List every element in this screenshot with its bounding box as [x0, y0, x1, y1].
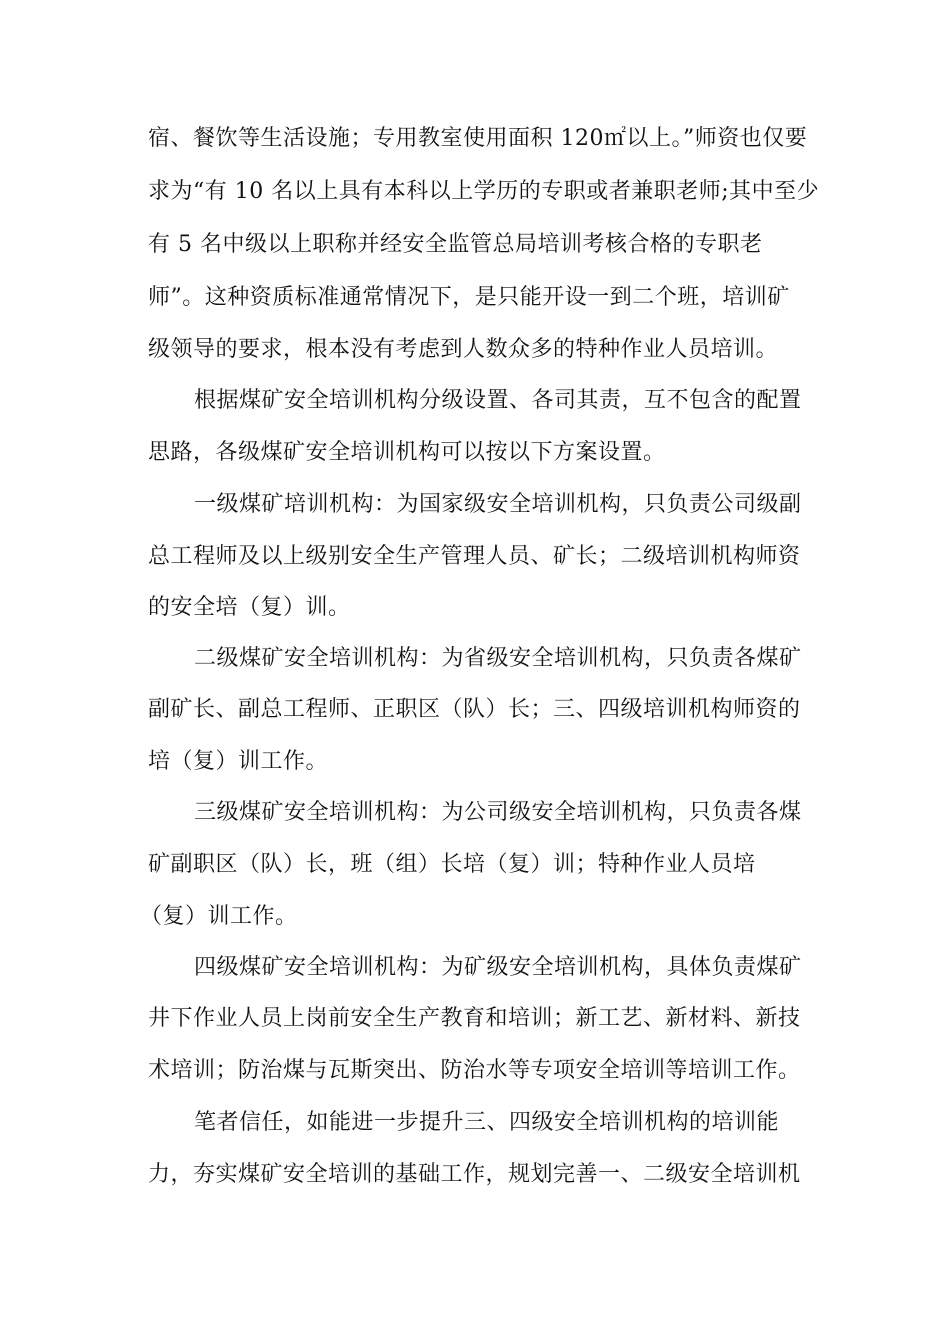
text-line: 求为“有 10 名以上具有本科以上学历的专职或者兼职老师;其中至少 [148, 179, 820, 204]
text-line: 师”。这种资质标准通常情况下，是只能开设一到二个班，培训矿 [148, 285, 790, 310]
paragraph-first-line: 二级煤矿安全培训机构：为省级安全培训机构，只负责各煤矿 [194, 646, 802, 671]
text-line: 矿副职区（队）长，班（组）长培（复）训；特种作业人员培 [148, 852, 756, 877]
text-line: 宿、餐饮等生活设施；专用教室使用面积 120㎡以上。”师资也仅要 [148, 126, 808, 151]
text-line: 总工程师及以上级别安全生产管理人员、矿长；二级培训机构师资 [148, 544, 801, 569]
text-line: 井下作业人员上岗前安全生产教育和培训；新工艺、新材料、新技 [148, 1006, 801, 1031]
text-line: 力，夯实煤矿安全培训的基础工作，规划完善一、二级安全培训机 [148, 1162, 801, 1187]
text-line: 的安全培（复）训。 [148, 595, 351, 620]
text-line: 副矿长、副总工程师、正职区（队）长；三、四级培训机构师资的 [148, 697, 801, 722]
paragraph-first-line: 一级煤矿培训机构：为国家级安全培训机构，只负责公司级副 [194, 492, 802, 517]
text-line: 培（复）训工作。 [148, 749, 329, 774]
text-line: 有 5 名中级以上职称并经安全监管总局培训考核合格的专职老 [148, 232, 763, 257]
text-line: 思路，各级煤矿安全培训机构可以按以下方案设置。 [148, 440, 666, 465]
paragraph-first-line: 笔者信任，如能进一步提升三、四级安全培训机构的培训能 [194, 1110, 780, 1135]
text-line: （复）训工作。 [140, 904, 298, 929]
paragraph-first-line: 根据煤矿安全培训机构分级设置、各司其责，互不包含的配置 [194, 388, 802, 413]
paragraph-first-line: 四级煤矿安全培训机构：为矿级安全培训机构，具体负责煤矿 [194, 955, 802, 980]
text-line: 级领导的要求，根本没有考虑到人数众多的特种作业人员培训。 [148, 337, 779, 362]
paragraph-first-line: 三级煤矿安全培训机构：为公司级安全培训机构，只负责各煤 [194, 800, 802, 825]
text-line: 术培训；防治煤与瓦斯突出、防治水等专项安全培训等培训工作。 [148, 1058, 801, 1083]
